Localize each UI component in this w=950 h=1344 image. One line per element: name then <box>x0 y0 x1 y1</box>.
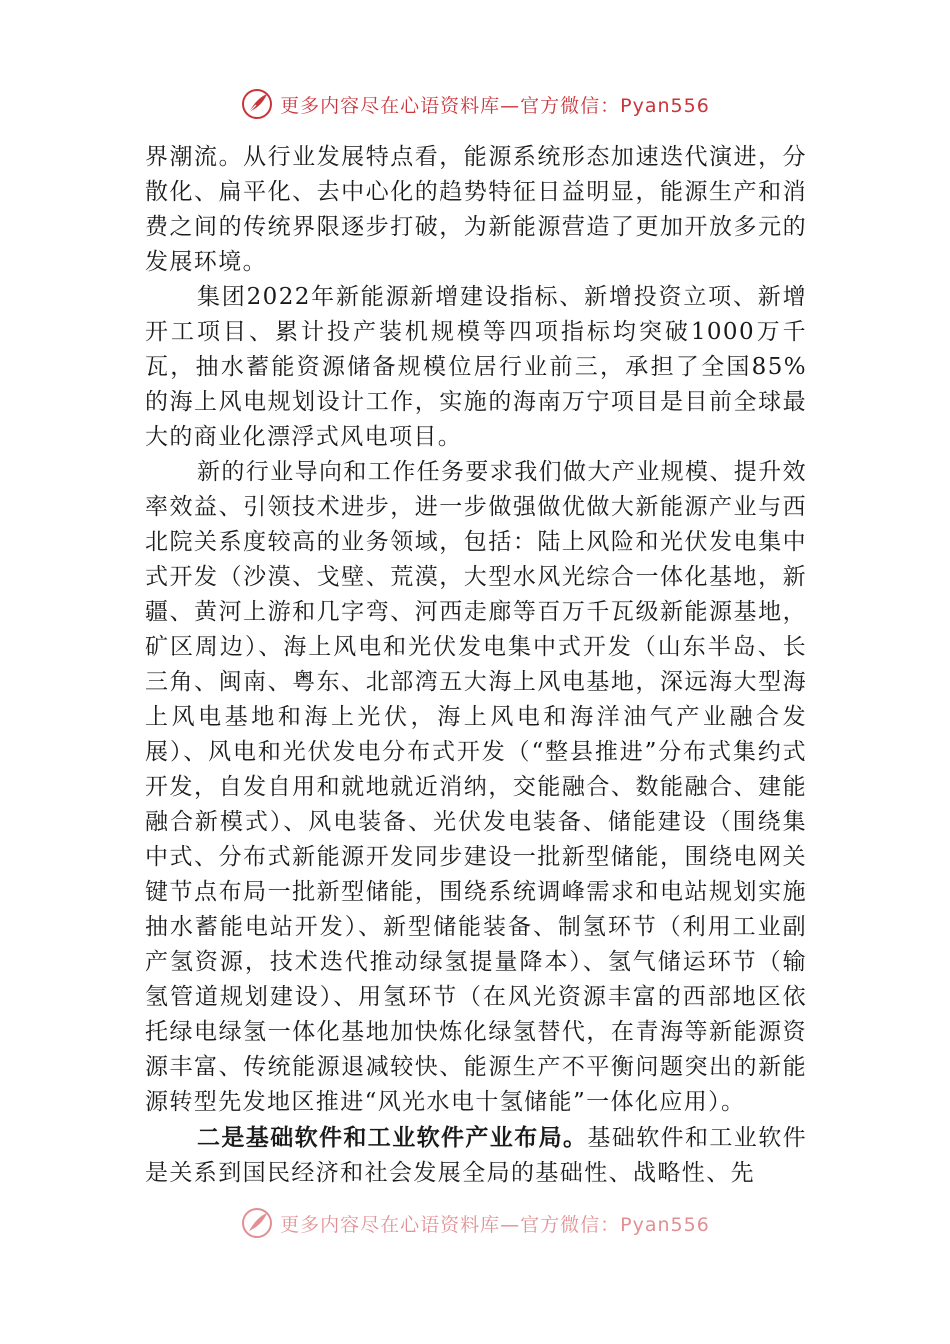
header-watermark <box>0 84 950 124</box>
section-heading-lead: 二是基础软件和工业软件产业布局。 <box>197 1124 588 1151</box>
section-text: 基础软件和工业软件是关系到国民经济和社会发展全局的基础性、战略性、先 <box>145 1125 807 1186</box>
paragraph-2: 集团2022年新能源新增建设指标、新增投资立项、新增开工项目、累计投产装机规模等四项指标均突破1000万千瓦，抽水蓄能资源储备规模位居行业前三，承担了全国85%的海上风电规划设计工作，实施的海南万宁项目是目前全球最大的商业化漂浮式风电项目。 <box>145 284 807 450</box>
feather-pen-logo-icon <box>240 1206 274 1240</box>
feather-pen-logo-icon <box>240 87 274 121</box>
footer-watermark <box>0 1203 950 1243</box>
document-body <box>145 140 807 1190</box>
watermark-text: 更多内容尽在心语资料库—官方微信：Pyan556 <box>280 1213 710 1236</box>
paragraph-1: 界潮流。从行业发展特点看，能源系统形态加速迭代演进，分散化、扁平化、去中心化的趋势特征日益明显，能源生产和消费之间的传统界限逐步打破，为新能源营造了更加开放多元的发展环境。 <box>145 144 807 275</box>
watermark-text: 更多内容尽在心语资料库—官方微信：Pyan556 <box>280 94 710 117</box>
paragraph-4 <box>145 1120 807 1190</box>
paragraph-3: 新的行业导向和工作任务要求我们做大产业规模、提升效率效益、引领技术进步，进一步做强做优做大新能源产业与西北院关系度较高的业务领域，包括：陆上风险和光伏发电集中式开发（沙漠、戈壁、荒漠，大型水风光综合一体化基地，新疆、黄河上游和几字弯、河西走廊等百万千瓦级新能源基地，矿区周边）、海上风电和光伏发电集中式开发（山东半岛、长三角、闽南、粤东、北部湾五大海上风电基地，深远海大型海上风电基地和海上光伏，海上风电和海洋油气产业融合发展）、风电和光伏发电分布式开发（“整县推进”分布式集约式开发，自发自用和就地就近消纳，交能融合、数能融合、建能融合新模式）、风电装备、光伏发电装备、储能建设（围绕集中式、分布式新能源开发同步建设一批新型储能，围绕电网关键节点布局一批新型储能，围绕系统调峰需求和电站规划实施抽水蓄能电站开发）、新型储能装备、制氢环节（利用工业副产氢资源，技术迭代推动绿氢提量降本）、氢气储运环节（输氢管道规划建设）、用氢环节（在风光资源丰富的西部地区依托绿电绿氢一体化基地加快炼化绿氢替代，在青海等新能源资源丰富、传统能源退减较快、能源生产不平衡问题突出的新能源转型先发地区推进“风光水电十氢储能”一体化应用）。 <box>145 459 807 1115</box>
